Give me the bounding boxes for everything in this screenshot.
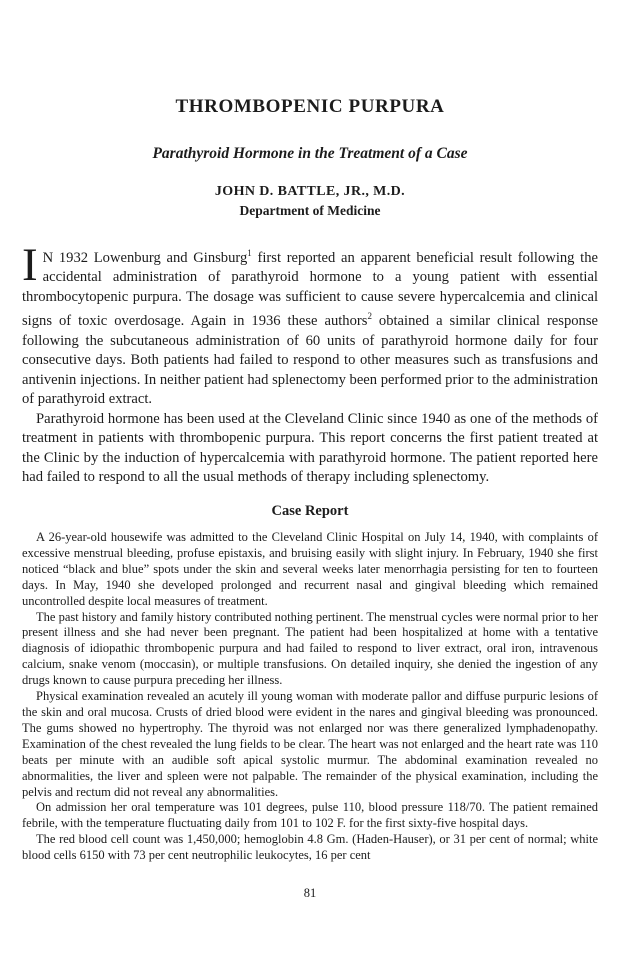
body-paragraph: The past history and family history contributed nothing pertinent. The menstrual cycles were normal prior to her present illness and she had never been pregnant. The patient had been hospitalized at home with a tentative diagnosis of idiopathic thrombopenic purpura and had failed to respond to liver extract, oral iron, intravenous calcium, snake venom (moccasin), or multiple transfusions. On detailed inquiry, she denied the ingestion of any drugs known to cause purpura preceding her illness.: [22, 609, 598, 688]
body-paragraph: Physical examination revealed an acutely ill young woman with moderate pallor and diffuse purpuric lesions of the skin and oral mucosa. Crusts of dried blood were evident in the nares and gingival bleeding was pronounced. The gums showed no hypertrophy. The thyroid was not enlarged nor was there generalized lymphadenopathy. Examination of the chest revealed the lung fields to be clear. The heart was not enlarged and the heart rate was 110 beats per minute with an audible soft apical systolic murmur. The abdominal examination revealed no abnormalities, the liver and spleen were not palpable. The remainder of the physical examination, including the pelvis and rectum did not reveal any abnormalities.: [22, 689, 598, 799]
intro-text: obtained a similar clinical response following the subcutaneous administration of 60 units of parathyroid hormone daily for four consecutive days. Both patients had failed to respond to other measures such as transfusions and antivenin injections. In neither patient had splenectomy been performed prior to the administration of parathyroid extract.: [22, 313, 599, 408]
intro-paragraph: Parathyroid hormone has been used at the Cleveland Clinic since 1940 as one of the methods of treatment in patients with thrombopenic purpura. This report concerns the first patient treated at the Clinic by the induction of hypercalcemia with parathyroid hormone. The patient reported here had failed to respond to all the usual methods of therapy including splenectomy.: [22, 410, 598, 486]
author-department: Department of Medicine: [239, 203, 381, 218]
body-paragraph: A 26-year-old housewife was admitted to the Cleveland Clinic Hospital on July 14, 1940, with complaints of excessive menstrual bleeding, profuse epistaxis, and bruising easily with slight injury. In February, 1940 she first noticed “black and blue” spots under the skin and several weeks later menorrhagia persisting for ten to fourteen days. In May, 1940 she developed prolonged and recurrent nasal and gingival bleeding which remained uncontrolled despite local measures of treatment.: [22, 530, 598, 608]
intro-text: N 1932 Lowenburg and Ginsburg: [42, 249, 248, 266]
reference-marker: 1: [247, 248, 252, 258]
body-paragraph: On admission her oral temperature was 101 degrees, pulse 110, blood pressure 118/70. The patient remained febrile, with the temperature fluctuating daily from 101 to 102 F. for the first sixty-five hospital days.: [22, 800, 598, 831]
introduction: [22, 239, 599, 488]
intro-text: first reported an apparent beneficial result following the accidental administration of parathyroid hormone to a young patient with essential thrombocytopenic purpura. The dosage was sufficient to cause severe hypercalcemia and clinical signs of toxic overdosage. Again in 1936 these authors: [22, 249, 598, 330]
article-subtitle: Parathyroid Hormone in the Treatment of a Case: [152, 145, 468, 162]
article-title: THROMBOPENIC PURPURA: [175, 96, 445, 117]
author-name: JOHN D. BATTLE, JR., M.D.: [214, 184, 406, 199]
page-number: 81: [303, 886, 317, 900]
section-heading: Case Report: [271, 503, 349, 519]
drop-cap: I: [22, 239, 38, 291]
case-report-body: [22, 530, 598, 864]
intro-paragraph: [22, 239, 599, 410]
reference-marker: 2: [367, 311, 372, 322]
body-paragraph: The red blood cell count was 1,450,000; hemoglobin 4.8 Gm. (Haden-Hauser), or 31 per cent of normal; white blood cells 6150 with 73 per cent neutrophilic leukocytes, 16 per cent: [22, 832, 598, 863]
